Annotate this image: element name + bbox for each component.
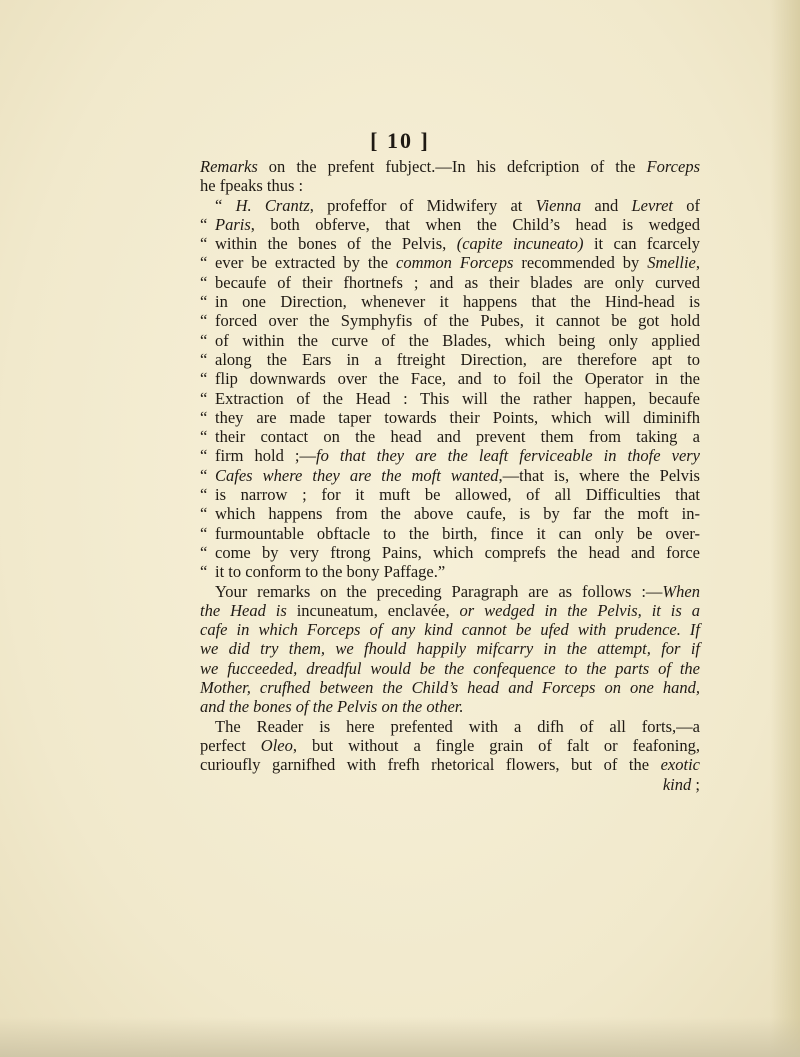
text-line: “ along the Ears in a ftreight Direction, are therefore apt to — [200, 349, 700, 369]
text-line: “ flip downwards over the Face, and to foil the Operator in the — [200, 369, 700, 389]
text-line: “ H. Crantz, profeffor of Midwifery at Vienna and Levret of — [215, 195, 700, 215]
text-line: “ Paris, both obferve, that when the Child’s head is wedged — [200, 214, 700, 234]
text-line: “ ever be extracted by the common Forceps recommended by Smellie, — [200, 253, 700, 273]
text-line: “ come by very ftrong Pains, which comprefs the head and force — [200, 542, 700, 562]
quote-mark: “ — [200, 369, 208, 389]
page-bottom-shadow — [0, 1017, 800, 1057]
text-line: The Reader is here prefented with a difh of all forts,—a — [215, 716, 700, 736]
quote-mark: “ — [200, 214, 208, 234]
text-line: “ forced over the Symphyfis of the Pubes, it cannot be got hold — [200, 311, 700, 331]
text-line: “ which happens from the above caufe, is by far the moft in- — [200, 504, 700, 524]
text-line: perfect Oleo, but without a fingle grain of falt or feafoning, — [200, 735, 700, 755]
quote-mark: “ — [200, 388, 208, 408]
text-line: Your remarks on the preceding Paragraph are as follows :—When — [215, 581, 700, 601]
quote-mark: “ — [200, 234, 208, 254]
text-line: “ becaufe of their fhortnefs ; and as their blades are only curved — [200, 272, 700, 292]
quote-mark: “ — [200, 311, 208, 331]
text-line: “ furmountable obftacle to the birth, fince it can only be over- — [200, 523, 700, 543]
quote-mark: “ — [200, 349, 208, 369]
text-line: curioufly garnifhed with frefh rhetorical flowers, but of the exotic — [200, 755, 700, 775]
quote-mark: “ — [200, 330, 208, 350]
text-line: we did try them, we fhould happily mifcarry in the attempt, for if — [200, 639, 700, 659]
quote-mark: “ — [200, 253, 208, 273]
text-line: “ is narrow ; for it muft be allowed, of all Difficulties that — [200, 485, 700, 505]
text-line: he fpeaks thus : — [200, 176, 304, 196]
quote-mark: “ — [200, 562, 208, 582]
text-line: cafe in which Forceps of any kind cannot be ufed with prudence. If — [200, 620, 700, 640]
page-edge-shadow — [770, 0, 800, 1057]
quote-mark: “ — [200, 292, 208, 312]
text-line: “ of within the curve of the Blades, which being only applied — [200, 330, 700, 350]
text-line: “ Cafes where they are the moft wanted,—that is, where the Pelvis — [200, 465, 700, 485]
text-line: “ Extraction of the Head : This will the rather happen, becaufe — [200, 388, 700, 408]
text-line: Remarks on the prefent fubject.—In his defcription of the Forceps — [200, 157, 700, 176]
body-text — [200, 157, 700, 794]
quote-mark: “ — [200, 407, 208, 427]
quote-mark: “ — [200, 465, 208, 485]
quote-mark: “ — [200, 272, 208, 292]
text-line: Mother, crufhed between the Child’s head and Forceps on one hand, — [200, 678, 700, 698]
page-number: [ 10 ] — [370, 128, 430, 153]
quote-mark: “ — [200, 542, 208, 562]
text-line: the Head is incuneatum, enclavée, or wedged in the Pelvis, it is a — [200, 600, 700, 620]
quote-mark: “ — [200, 427, 208, 447]
quote-mark: “ — [200, 446, 208, 466]
text-line: kind ; — [662, 774, 700, 794]
text-line: “ they are made taper towards their Points, which will diminifh — [200, 407, 700, 427]
text-line: “ in one Direction, whenever it happens that the Hind-head is — [200, 292, 700, 312]
text-line: and the bones of the Pelvis on the other. — [200, 697, 464, 717]
quote-mark: “ — [200, 504, 208, 524]
text-line: we fucceeded, dreadful would be the confequence to the parts of the — [200, 658, 700, 678]
text-line: “ within the bones of the Pelvis, (capite incuneato) it can fcarcely — [200, 234, 700, 254]
text-line: “ their contact on the head and prevent them from taking a — [200, 427, 700, 447]
text-line: “ it to conform to the bony Paffage.” — [200, 562, 446, 582]
quote-mark: “ — [200, 523, 208, 543]
quote-mark: “ — [200, 485, 208, 505]
text-line: “ firm hold ;—fo that they are the leaft ferviceable in thofe very — [200, 446, 701, 466]
